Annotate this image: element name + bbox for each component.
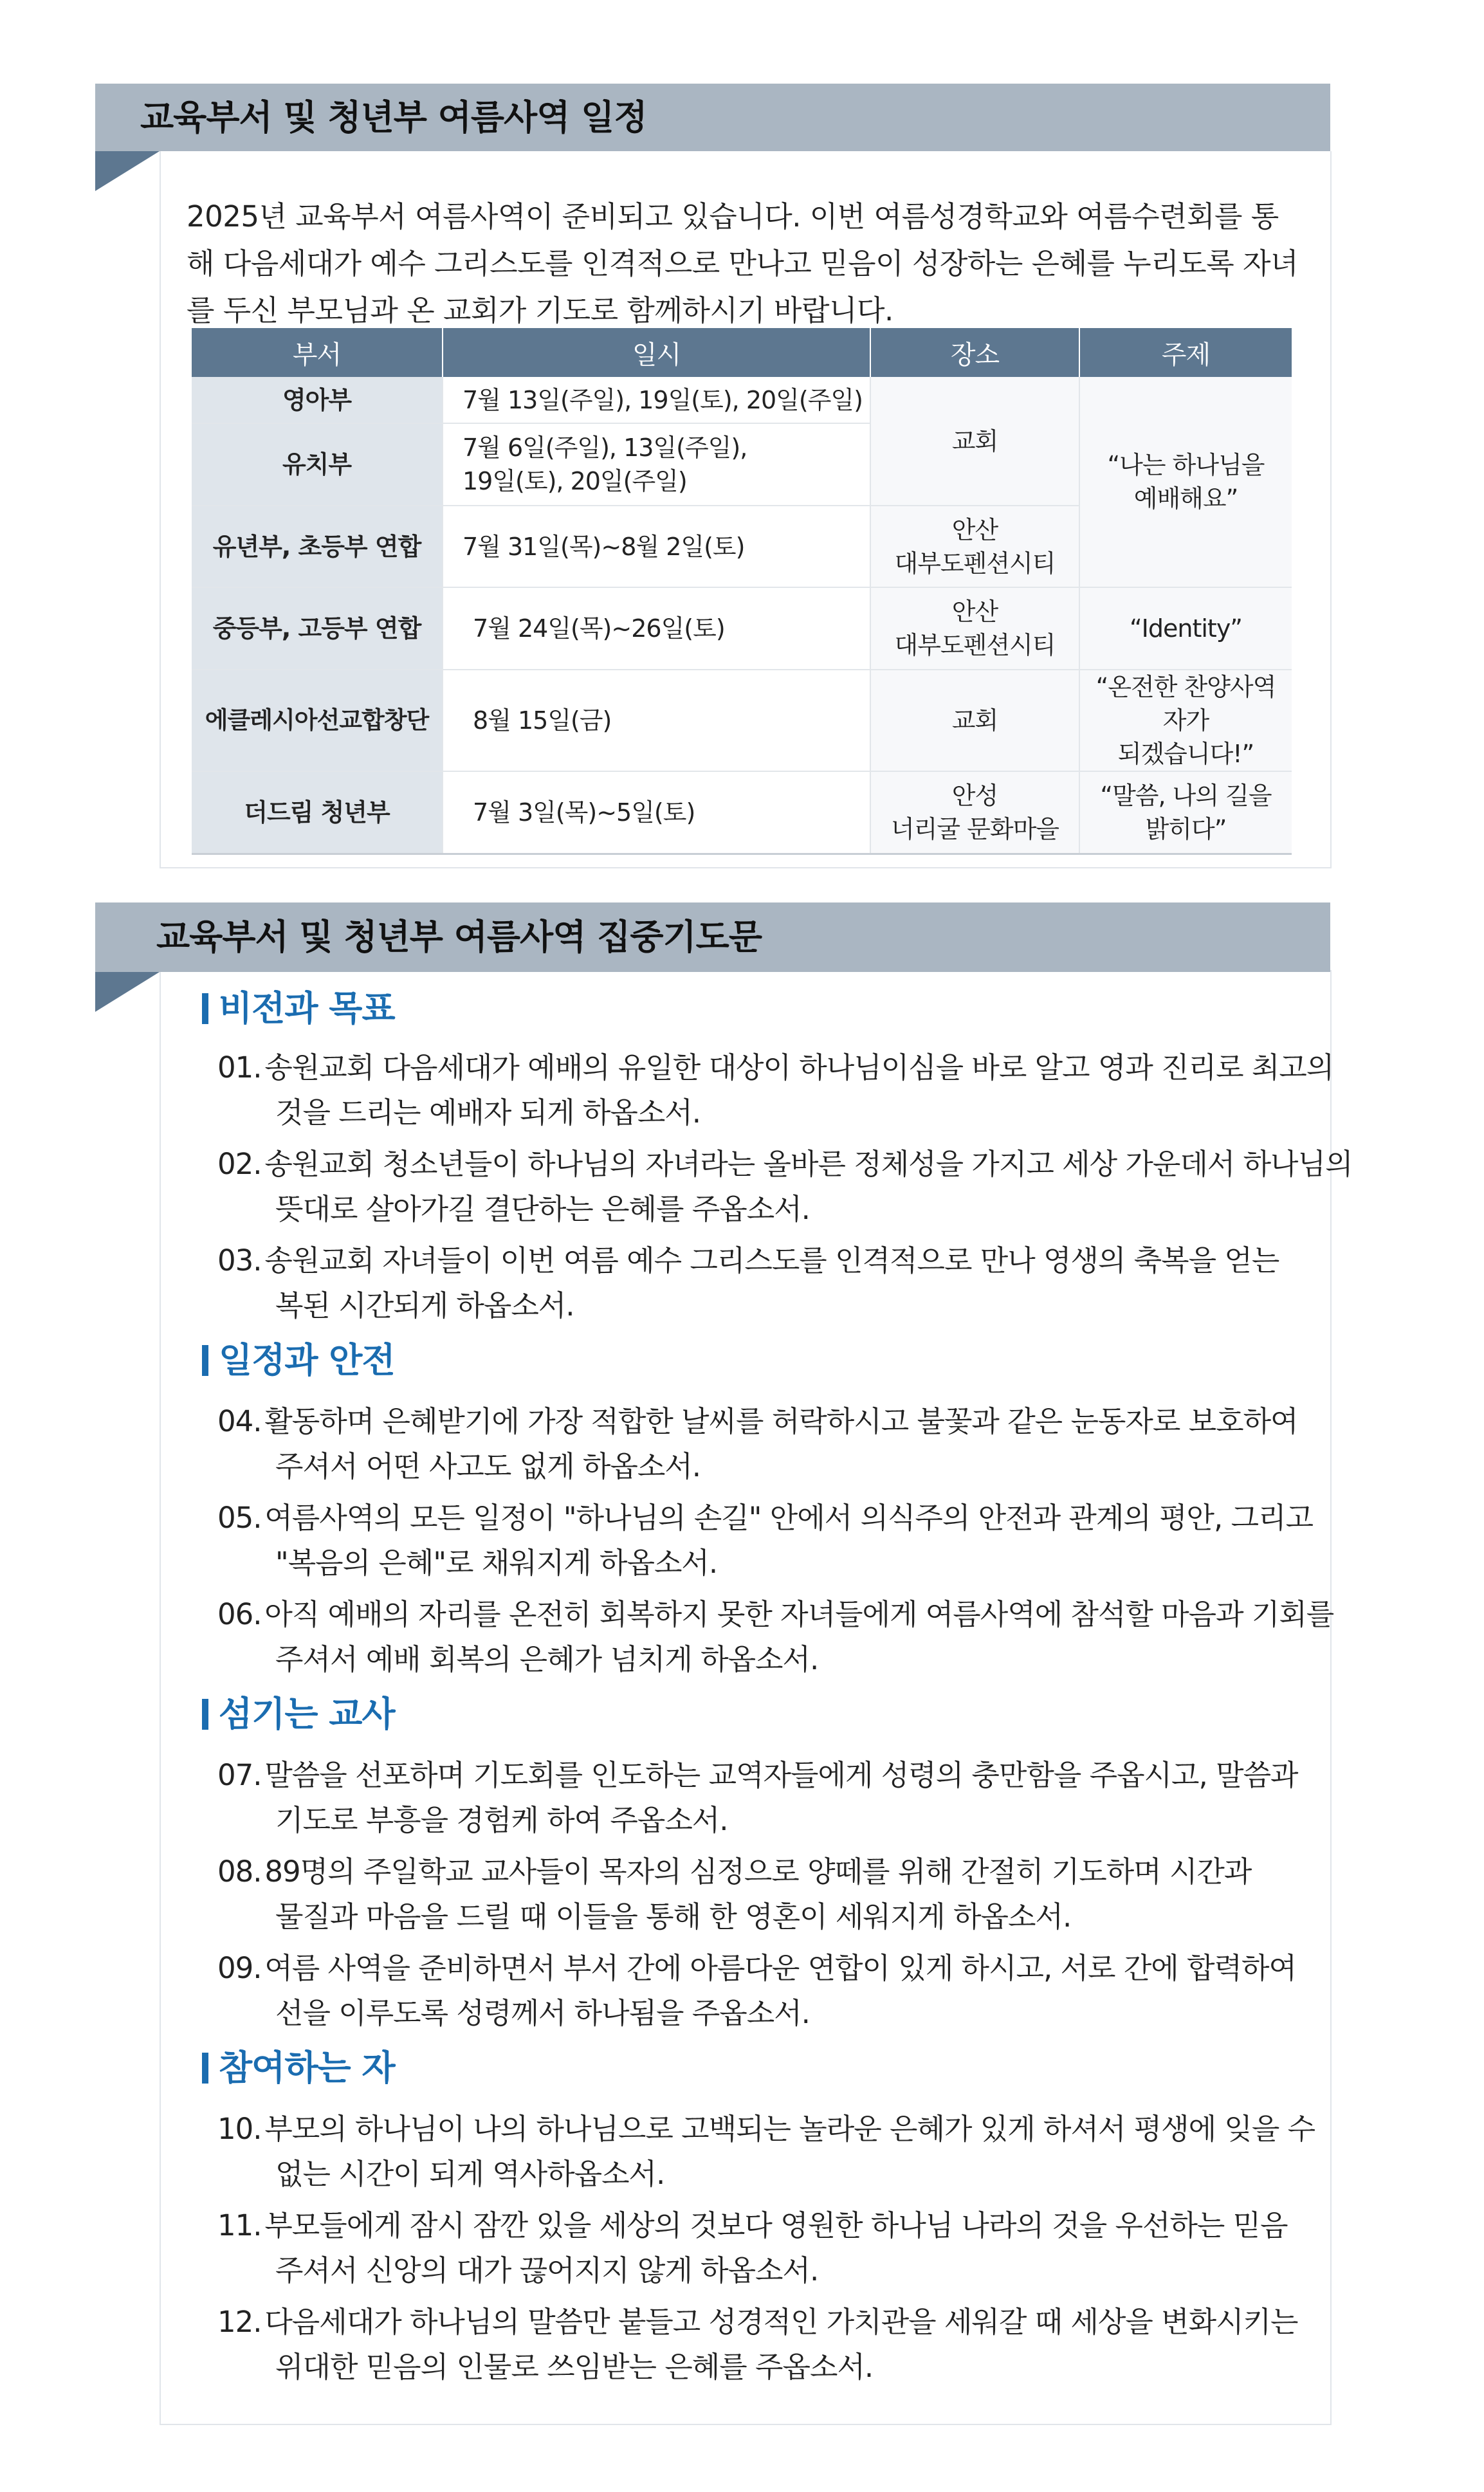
item-text: 복된 시간되게 하옵소서. [275, 1288, 574, 1323]
item-text: 뜻대로 살아가길 결단하는 은혜를 주옵소서. [275, 1192, 810, 1226]
table-row [192, 670, 1292, 771]
item-text: 여름사역의 모든 일정이 "하나님의 손길" 안에서 의식주의 안전과 관계의 평안, 그리고 [264, 1501, 1314, 1535]
prayer-item [217, 1592, 1440, 1682]
item-text: 기도로 부흥을 경험케 하여 주옵소서. [275, 1803, 728, 1837]
item-text: 물질과 마음을 드릴 때 이들을 통해 한 영혼이 세워지게 하옵소서. [275, 1900, 1072, 1934]
theme-cell [1079, 670, 1292, 771]
category-heading [202, 1692, 395, 1737]
place-cell [870, 587, 1079, 670]
schedule-title: 교육부서 및 청년부 여름사역 일정 [140, 97, 647, 138]
header-theme: 주제 [1079, 328, 1292, 377]
date-line: 19일(토), 20일(주일) [463, 467, 687, 495]
item-number: 11. [217, 2208, 262, 2242]
table-row [192, 587, 1292, 670]
item-number: 07. [217, 1758, 262, 1792]
dept-cell: 유년부, 초등부 연합 [192, 506, 443, 587]
place-cell [870, 506, 1079, 587]
item-text: 송원교회 청소년들이 하나님의 자녀라는 올바른 정체성을 가지고 세상 가운데서 하나님의 [264, 1147, 1353, 1181]
prayer-item [217, 1946, 1440, 2036]
prayer-title: 교육부서 및 청년부 여름사역 집중기도문 [156, 917, 762, 957]
theme-line: “온전한 찬양사역자가 [1095, 673, 1276, 735]
item-text: "복음의 은혜"로 채워지게 하옵소서. [275, 1546, 718, 1580]
place-line: 안산 [951, 598, 998, 626]
date-cell: 7월 3일(목)~5일(토) [443, 771, 870, 854]
table-header-row [192, 328, 1292, 377]
prayer-item [217, 1496, 1440, 1586]
dept-cell: 에클레시아선교합창단 [192, 670, 443, 771]
prayer-item [217, 1238, 1440, 1328]
place-line: 대부도펜션시티 [894, 549, 1056, 578]
category-label: 비전과 목표 [219, 988, 395, 1029]
item-number: 05. [217, 1501, 262, 1535]
item-text: 아직 예배의 자리를 온전히 회복하지 못한 자녀들에게 여름사역에 참석할 마음과 기회를 [264, 1597, 1334, 1631]
item-text: 선을 이루도록 성령께서 하나됨을 주옵소서. [275, 1996, 810, 2030]
item-text: 다음세대가 하나님의 말씀만 붙들고 성경적인 가치관을 세워갈 때 세상을 변화시키는 [264, 2305, 1298, 2339]
header-date: 일시 [443, 328, 870, 377]
schedule-table [192, 328, 1292, 855]
item-text: 주셔서 어떤 사고도 없게 하옵소서. [275, 1449, 701, 1483]
theme-line: 예배해요” [1133, 484, 1238, 513]
dept-cell: 유치부 [192, 423, 443, 506]
item-number: 12. [217, 2305, 262, 2339]
item-number: 08. [217, 1855, 262, 1889]
dept-cell: 중등부, 고등부 연합 [192, 587, 443, 670]
item-text: 여름 사역을 준비하면서 부서 간에 아름다운 연합이 있게 하시고, 서로 간에 합력하여 [264, 1951, 1296, 1985]
dept-cell: 영아부 [192, 377, 443, 423]
item-number: 01. [217, 1050, 262, 1085]
item-number: 03. [217, 1243, 262, 1278]
category-heading [202, 2046, 395, 2091]
place-line: 너리굴 문화마을 [890, 814, 1059, 843]
place-cell: 교회 [870, 377, 1079, 506]
prayer-item [217, 2203, 1440, 2293]
category-label: 참여하는 자 [219, 2048, 395, 2088]
category-label: 일정과 안전 [219, 1340, 395, 1380]
prayer-item [217, 1045, 1440, 1135]
item-text: 말씀을 선포하며 기도회를 인도하는 교역자들에게 성령의 충만함을 주옵시고, 말씀과 [264, 1758, 1298, 1792]
item-text: 없는 시간이 되게 역사하옵소서. [275, 2157, 665, 2191]
banner-fold [95, 972, 160, 1012]
date-cell: 7월 31일(목)~8월 2일(토) [443, 506, 870, 587]
schedule-section [95, 84, 1330, 875]
category-heading [202, 1338, 395, 1383]
item-text: 송원교회 다음세대가 예배의 유일한 대상이 하나님이심을 바로 알고 영과 진리로 최고의 [264, 1050, 1334, 1085]
theme-cell [1079, 771, 1292, 854]
date-cell: 8월 15일(금) [443, 670, 870, 771]
theme-cell: “Identity” [1079, 587, 1292, 670]
prayer-item [217, 1399, 1440, 1489]
table-row [192, 377, 1292, 423]
date-cell: 7월 13일(주일), 19일(토), 20일(주일) [443, 377, 870, 423]
item-text: 89명의 주일학교 교사들이 목자의 심정으로 양떼를 위해 간절히 기도하며 시간과 [264, 1855, 1252, 1889]
prayer-section [95, 902, 1353, 2433]
category-heading [202, 986, 395, 1031]
theme-cell [1079, 377, 1292, 587]
prayer-item [217, 1142, 1440, 1232]
item-number: 04. [217, 1404, 262, 1438]
place-cell [870, 771, 1079, 854]
header-dept: 부서 [192, 328, 443, 377]
header-place: 장소 [870, 328, 1079, 377]
item-text: 송원교회 자녀들이 이번 여름 예수 그리스도를 인격적으로 만나 영생의 축복을 얻는 [264, 1243, 1279, 1278]
item-text: 것을 드리는 예배자 되게 하옵소서. [275, 1095, 701, 1130]
theme-line: 되겠습니다!” [1117, 740, 1254, 768]
dept-cell: 더드림 청년부 [192, 771, 443, 854]
item-text: 부모들에게 잠시 잠깐 있을 세상의 것보다 영원한 하나님 나라의 것을 우선하는 믿음 [264, 2208, 1288, 2242]
category-bar-icon [202, 993, 208, 1024]
date-cell: 7월 24일(목)~26일(토) [443, 587, 870, 670]
item-text: 주셔서 예배 회복의 은혜가 넘치게 하옵소서. [275, 1642, 819, 1676]
category-label: 섬기는 교사 [219, 1694, 395, 1734]
theme-line: “말씀, 나의 길을 [1100, 781, 1272, 810]
item-text: 부모의 하나님이 나의 하나님으로 고백되는 놀라운 은혜가 있게 하셔서 평생에 잊을 수 [264, 2112, 1315, 2146]
category-bar-icon [202, 1699, 208, 1730]
theme-line: 밝히다” [1145, 814, 1227, 843]
item-number: 09. [217, 1951, 262, 1985]
item-number: 02. [217, 1147, 262, 1181]
item-text: 활동하며 은혜받기에 가장 적합한 날씨를 허락하시고 불꽃과 같은 눈동자로 보호하여 [264, 1404, 1298, 1438]
place-line: 안산 [951, 515, 998, 544]
prayer-item [217, 1753, 1440, 1843]
place-line: 대부도펜션시티 [894, 631, 1056, 659]
item-text: 위대한 믿음의 인물로 쓰임받는 은혜를 주옵소서. [275, 2350, 874, 2384]
table-row [192, 771, 1292, 854]
category-bar-icon [202, 1345, 208, 1376]
item-text: 주셔서 신앙의 대가 끊어지지 않게 하옵소서. [275, 2253, 819, 2287]
banner-fold [95, 151, 160, 191]
date-line: 7월 6일(주일), 13일(주일), [463, 434, 747, 462]
schedule-intro: 2025년 교육부서 여름사역이 준비되고 있습니다. 이번 여름성경학교와 여름수련회를 통해 다음세대가 예수 그리스도를 인격적으로 만나고 믿음이 성장하는 은혜를 누리도록 자녀를 두신 부모님과 온 교회가 기도로 함께하시기 바랍니다. [187, 199, 1298, 327]
prayer-item [217, 2107, 1440, 2197]
date-cell [443, 423, 870, 506]
prayer-item [217, 2300, 1440, 2390]
item-number: 06. [217, 1597, 262, 1631]
place-cell: 교회 [870, 670, 1079, 771]
item-number: 10. [217, 2112, 262, 2146]
category-bar-icon [202, 2053, 208, 2084]
prayer-item [217, 1849, 1440, 1939]
theme-line: “나는 하나님을 [1107, 451, 1265, 479]
place-line: 안성 [951, 781, 998, 810]
